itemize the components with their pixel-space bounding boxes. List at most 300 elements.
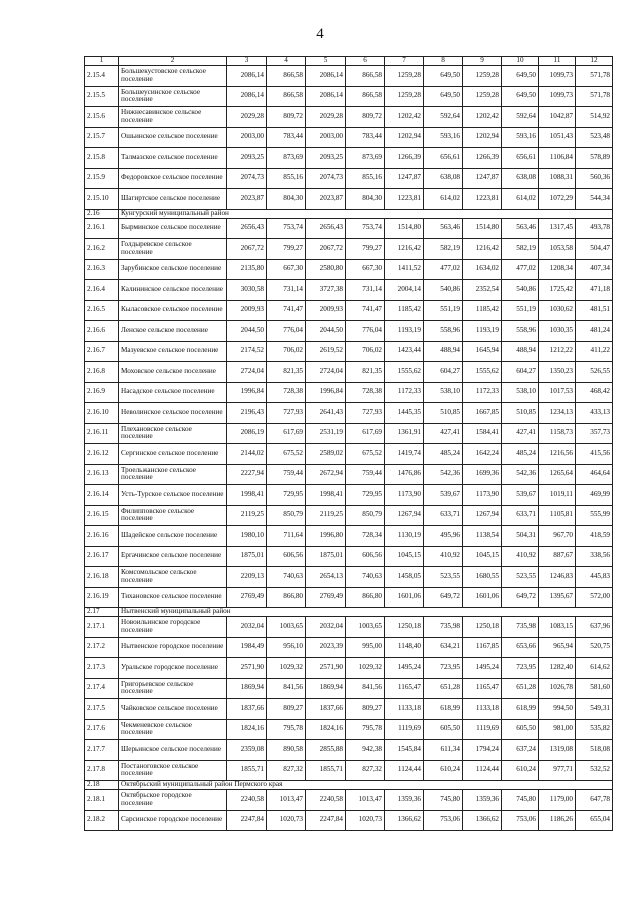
value-cell: 753,06 [424,810,463,831]
value-cell: 1984,49 [227,637,267,658]
value-cell: 633,71 [424,505,463,526]
value-cell: 1259,28 [463,86,502,107]
value-cell: 1020,73 [267,810,306,831]
value-cell: 1167,85 [463,637,502,658]
value-cell: 560,36 [576,168,613,189]
value-cell: 514,92 [576,107,613,128]
settlement-name: Григорьевское сельское поселение [119,678,227,699]
value-cell: 1419,74 [385,444,424,465]
section-row [85,608,613,617]
row-code: 2.15.4 [85,66,119,87]
value-cell: 1045,15 [385,546,424,567]
settlement-name: Уральское городское поселение [119,658,227,679]
value-cell: 1869,94 [227,678,267,699]
value-cell: 1042,87 [539,107,576,128]
value-cell: 582,19 [424,239,463,260]
value-cell: 1282,40 [539,658,576,679]
value-cell: 2571,90 [306,658,346,679]
value-cell: 1030,35 [539,321,576,342]
settlement-name: Голдыревское сельское поселение [119,239,227,260]
value-cell: 523,55 [502,567,539,588]
value-cell: 706,02 [267,341,306,362]
value-cell: 523,55 [424,567,463,588]
table-row [85,719,613,740]
value-cell: 651,28 [502,678,539,699]
section-title: Кунгурский муниципальный район [119,209,613,218]
value-cell: 538,10 [502,382,539,403]
value-cell: 1202,42 [385,107,424,128]
value-cell: 1601,06 [385,587,424,608]
value-cell: 485,24 [424,444,463,465]
value-cell: 1495,24 [385,658,424,679]
table-row [85,280,613,301]
value-cell: 2247,84 [227,810,267,831]
value-cell: 535,82 [576,719,613,740]
value-cell: 610,24 [502,760,539,781]
value-cell: 653,66 [502,637,539,658]
value-cell: 855,16 [267,168,306,189]
value-cell: 2352,54 [463,280,502,301]
table-row [85,423,613,444]
value-cell: 799,27 [346,239,385,260]
value-cell: 488,94 [424,341,463,362]
settlement-name: Нытвенское городское поселение [119,637,227,658]
row-code: 2.16.5 [85,300,119,321]
value-cell: 1247,87 [385,168,424,189]
settlement-name: Моховское сельское поселение [119,362,227,383]
value-cell: 1165,47 [385,678,424,699]
value-cell: 555,99 [576,505,613,526]
value-cell: 539,67 [424,485,463,506]
value-cell: 656,61 [502,148,539,169]
value-cell: 1173,90 [463,485,502,506]
value-cell: 1029,32 [267,658,306,679]
value-cell: 967,70 [539,526,576,547]
table-row [85,259,613,280]
value-cell: 804,30 [267,189,306,210]
value-cell: 735,98 [424,617,463,638]
row-code: 2.18.2 [85,810,119,831]
settlement-name: Федоровское сельское поселение [119,168,227,189]
settlement-name: Постаноговское сельское поселение [119,760,227,781]
value-cell: 1855,71 [306,760,346,781]
value-cell: 614,02 [502,189,539,210]
table-row [85,239,613,260]
table-row [85,637,613,658]
table-row [85,403,613,424]
settlement-name: Ошьинское сельское поселение [119,127,227,148]
table-row [85,658,613,679]
value-cell: 1266,39 [385,148,424,169]
value-cell: 2086,14 [227,86,267,107]
value-cell: 2032,04 [306,617,346,638]
value-cell: 890,58 [267,740,306,761]
value-cell: 2656,43 [306,218,346,239]
value-cell: 1216,56 [539,444,576,465]
row-code: 2.17.4 [85,678,119,699]
column-number: 3 [227,57,267,66]
value-cell: 433,13 [576,403,613,424]
value-cell: 2074,73 [306,168,346,189]
value-cell: 1053,58 [539,239,576,260]
row-code: 2.16.18 [85,567,119,588]
value-cell: 1124,44 [463,760,502,781]
value-cell: 2531,19 [306,423,346,444]
table-row [85,218,613,239]
value-cell: 2009,93 [227,300,267,321]
value-cell: 1996,80 [306,526,346,547]
value-cell: 558,96 [424,321,463,342]
value-cell: 1133,18 [463,699,502,720]
value-cell: 2641,43 [306,403,346,424]
value-cell: 1998,41 [306,485,346,506]
table-row [85,617,613,638]
row-code: 2.17.8 [85,760,119,781]
value-cell: 611,34 [424,740,463,761]
row-code: 2.16.14 [85,485,119,506]
value-cell: 1495,24 [463,658,502,679]
value-cell: 618,99 [424,699,463,720]
table-row [85,505,613,526]
value-cell: 592,64 [502,107,539,128]
value-cell: 1875,01 [227,546,267,567]
value-cell: 1045,15 [463,546,502,567]
value-cell: 740,63 [346,567,385,588]
value-cell: 809,27 [267,699,306,720]
value-cell: 481,24 [576,321,613,342]
value-cell: 610,24 [424,760,463,781]
value-cell: 1088,31 [539,168,576,189]
value-cell: 1267,94 [463,505,502,526]
value-cell: 1361,91 [385,423,424,444]
value-cell: 866,58 [267,66,306,87]
value-cell: 614,62 [576,658,613,679]
settlement-name: Троельжанское сельское поселение [119,464,227,485]
table-row [85,168,613,189]
value-cell: 1138,54 [463,526,502,547]
row-code: 2.16.11 [85,423,119,444]
value-cell: 1699,36 [463,464,502,485]
table-row [85,699,613,720]
row-code: 2.17.6 [85,719,119,740]
value-cell: 540,86 [502,280,539,301]
value-cell: 1017,53 [539,382,576,403]
value-cell: 1013,47 [267,790,306,811]
section-row [85,209,613,218]
value-cell: 995,00 [346,637,385,658]
value-cell: 1186,26 [539,810,576,831]
value-cell: 942,38 [346,740,385,761]
value-cell: 1105,81 [539,505,576,526]
row-code: 2.15.8 [85,148,119,169]
settlement-name: Усть-Турское сельское поселение [119,485,227,506]
value-cell: 735,98 [502,617,539,638]
row-code: 2.18.1 [85,790,119,811]
value-cell: 2003,00 [227,127,267,148]
value-cell: 638,08 [424,168,463,189]
value-cell: 1193,19 [385,321,424,342]
value-cell: 2619,52 [306,341,346,362]
value-cell: 634,21 [424,637,463,658]
settlement-name: Ергачинское сельское поселение [119,546,227,567]
value-cell: 2086,14 [306,66,346,87]
value-cell: 1837,66 [227,699,267,720]
value-cell: 504,47 [576,239,613,260]
value-cell: 1250,18 [463,617,502,638]
value-cell: 471,18 [576,280,613,301]
value-cell: 1350,23 [539,362,576,383]
table-row [85,810,613,831]
settlement-name: Большеусинское сельское поселение [119,86,227,107]
row-code: 2.15.9 [85,168,119,189]
row-code: 2.17.3 [85,658,119,679]
table-row [85,127,613,148]
value-cell: 1030,62 [539,300,576,321]
table-row [85,107,613,128]
value-cell: 649,72 [502,587,539,608]
value-cell: 542,36 [502,464,539,485]
value-cell: 981,00 [539,719,576,740]
section-title: Нытвенский муниципальный район [119,608,613,617]
settlement-name: Мазуевское сельское поселение [119,341,227,362]
value-cell: 357,73 [576,423,613,444]
value-cell: 655,04 [576,810,613,831]
value-cell: 1366,62 [385,810,424,831]
value-cell: 571,78 [576,86,613,107]
value-cell: 407,34 [576,259,613,280]
value-cell: 1980,10 [227,526,267,547]
value-cell: 2023,87 [227,189,267,210]
value-cell: 2044,50 [306,321,346,342]
settlement-name: Бырминское сельское поселение [119,218,227,239]
value-cell: 605,50 [424,719,463,740]
value-cell: 2003,00 [306,127,346,148]
value-cell: 1265,64 [539,464,576,485]
value-cell: 563,46 [424,218,463,239]
value-cell: 1317,45 [539,218,576,239]
value-cell: 2580,80 [306,259,346,280]
value-cell: 2174,52 [227,341,267,362]
value-cell: 477,02 [502,259,539,280]
value-cell: 504,31 [502,526,539,547]
value-cell: 510,85 [424,403,463,424]
value-cell: 593,16 [424,127,463,148]
value-cell: 1202,94 [385,127,424,148]
value-cell: 2086,19 [227,423,267,444]
value-cell: 1130,19 [385,526,424,547]
value-cell: 1212,22 [539,341,576,362]
value-cell: 753,74 [346,218,385,239]
value-cell: 604,27 [502,362,539,383]
value-cell: 855,16 [346,168,385,189]
column-number: 8 [424,57,463,66]
value-cell: 1601,06 [463,587,502,608]
value-cell: 1026,78 [539,678,576,699]
value-cell: 1083,15 [539,617,576,638]
row-code: 2.16.6 [85,321,119,342]
value-cell: 427,41 [424,423,463,444]
value-cell: 809,72 [267,107,306,128]
value-cell: 2144,02 [227,444,267,465]
row-code: 2.16.7 [85,341,119,362]
value-cell: 809,27 [346,699,385,720]
settlement-name: Чекменевское сельское поселение [119,719,227,740]
value-cell: 727,93 [346,403,385,424]
value-cell: 2240,58 [227,790,267,811]
value-cell: 649,50 [424,86,463,107]
value-cell: 1725,42 [539,280,576,301]
value-cell: 827,32 [346,760,385,781]
value-cell: 2093,25 [306,148,346,169]
row-code: 2.16.15 [85,505,119,526]
value-cell: 581,60 [576,678,613,699]
column-number: 11 [539,57,576,66]
value-cell: 795,78 [267,719,306,740]
row-code: 2.17.7 [85,740,119,761]
value-cell: 1645,94 [463,341,502,362]
value-cell: 1179,00 [539,790,576,811]
value-cell: 1514,80 [385,218,424,239]
row-code: 2.16.3 [85,259,119,280]
table-row [85,444,613,465]
value-cell: 1003,65 [267,617,306,638]
section-code: 2.17 [85,608,119,617]
value-cell: 1266,39 [463,148,502,169]
table-row [85,341,613,362]
value-cell: 1555,62 [385,362,424,383]
value-cell: 2009,93 [306,300,346,321]
table-row [85,321,613,342]
page-number: 4 [316,26,324,42]
value-cell: 1634,02 [463,259,502,280]
value-cell: 649,50 [424,66,463,87]
value-cell: 1247,87 [463,168,502,189]
value-cell: 1173,90 [385,485,424,506]
value-cell: 2359,08 [227,740,267,761]
value-cell: 776,04 [267,321,306,342]
value-cell: 850,79 [267,505,306,526]
value-cell: 592,64 [424,107,463,128]
value-cell: 1555,62 [463,362,502,383]
value-cell: 1193,19 [463,321,502,342]
value-cell: 2032,04 [227,617,267,638]
value-cell: 544,34 [576,189,613,210]
section-row [85,781,613,790]
value-cell: 1824,16 [306,719,346,740]
table-row [85,485,613,506]
value-cell: 675,52 [346,444,385,465]
value-cell: 2240,58 [306,790,346,811]
section-code: 2.16 [85,209,119,218]
value-cell: 1119,69 [463,719,502,740]
table-row [85,362,613,383]
value-cell: 1099,73 [539,86,576,107]
row-code: 2.16.12 [85,444,119,465]
table-row [85,300,613,321]
value-cell: 1020,73 [346,810,385,831]
value-cell: 1185,42 [463,300,502,321]
value-cell: 1319,08 [539,740,576,761]
value-cell: 1003,65 [346,617,385,638]
value-cell: 727,93 [267,403,306,424]
value-cell: 651,28 [424,678,463,699]
column-number: 9 [463,57,502,66]
value-cell: 2769,49 [306,587,346,608]
settlement-name: Октябрьское городское поселение [119,790,227,811]
value-cell: 729,95 [267,485,306,506]
value-cell: 740,63 [267,567,306,588]
value-cell: 656,61 [424,148,463,169]
value-cell: 2571,90 [227,658,267,679]
value-cell: 2067,72 [227,239,267,260]
value-cell: 518,08 [576,740,613,761]
row-code: 2.16.17 [85,546,119,567]
value-cell: 1202,94 [463,127,502,148]
table-row [85,189,613,210]
value-cell: 731,14 [346,280,385,301]
table-row [85,760,613,781]
value-cell: 2247,84 [306,810,346,831]
value-cell: 2135,80 [227,259,267,280]
value-cell: 539,67 [502,485,539,506]
row-code: 2.17.5 [85,699,119,720]
value-cell: 617,69 [267,423,306,444]
row-code: 2.15.7 [85,127,119,148]
value-cell: 667,30 [267,259,306,280]
value-cell: 1584,41 [463,423,502,444]
table-row [85,567,613,588]
settlement-name: Кыласовское сельское поселение [119,300,227,321]
value-cell: 728,38 [267,382,306,403]
row-code: 2.17.1 [85,617,119,638]
value-cell: 841,56 [267,678,306,699]
value-cell: 1124,44 [385,760,424,781]
value-cell: 821,35 [346,362,385,383]
value-cell: 520,75 [576,637,613,658]
value-cell: 418,59 [576,526,613,547]
value-cell: 866,58 [346,66,385,87]
value-cell: 1855,71 [227,760,267,781]
section-title: Октябрьский муниципальный район Пермского края [119,781,613,790]
value-cell: 571,78 [576,66,613,87]
value-cell: 2654,13 [306,567,346,588]
settlement-name: Тихановское сельское поселение [119,587,227,608]
value-cell: 821,35 [267,362,306,383]
row-code: 2.16.4 [85,280,119,301]
value-cell: 410,92 [424,546,463,567]
value-cell: 540,86 [424,280,463,301]
value-cell: 873,69 [346,148,385,169]
value-cell: 578,89 [576,148,613,169]
value-cell: 1148,40 [385,637,424,658]
value-cell: 1824,16 [227,719,267,740]
value-cell: 1165,47 [463,678,502,699]
value-cell: 741,47 [346,300,385,321]
table-row [85,148,613,169]
value-cell: 2067,72 [306,239,346,260]
value-cell: 994,50 [539,699,576,720]
value-cell: 977,71 [539,760,576,781]
table-row [85,790,613,811]
value-cell: 1423,44 [385,341,424,362]
value-cell: 338,56 [576,546,613,567]
value-cell: 1359,36 [385,790,424,811]
value-cell: 488,94 [502,341,539,362]
value-cell: 1794,24 [463,740,502,761]
value-cell: 1216,42 [385,239,424,260]
value-cell: 731,14 [267,280,306,301]
column-number: 6 [346,57,385,66]
